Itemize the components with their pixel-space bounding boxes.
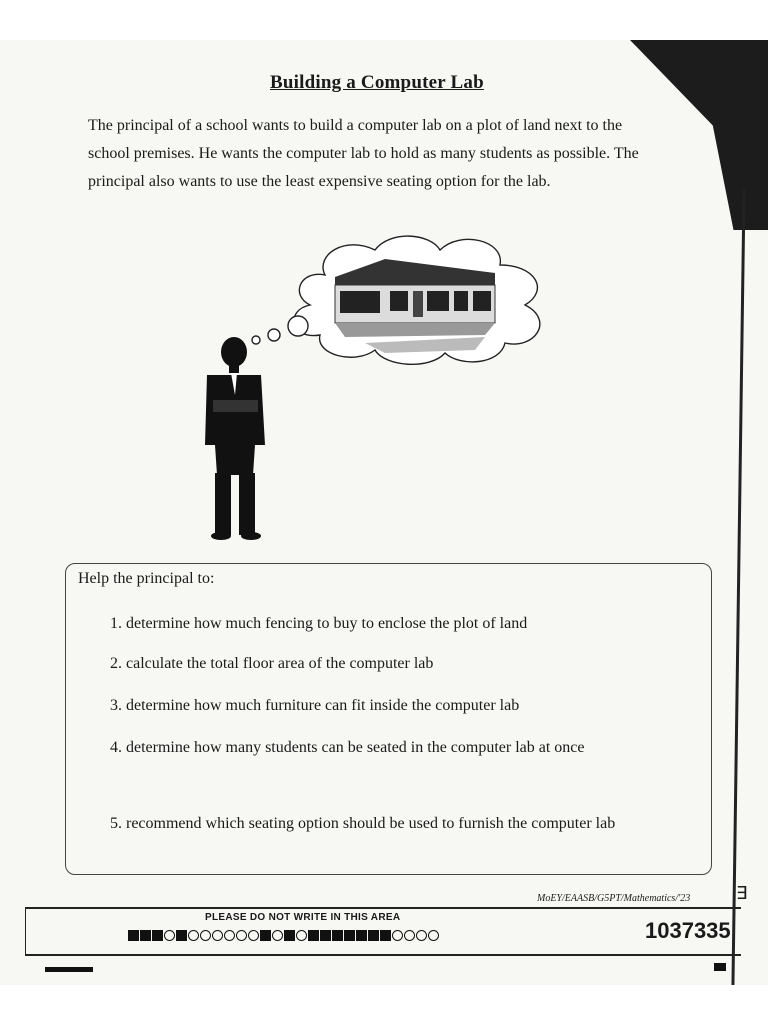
task-number: 1. <box>110 615 122 632</box>
empty-bubble <box>248 930 259 941</box>
thought-bubbles <box>252 316 308 344</box>
worksheet-title: Building a Computer Lab <box>270 72 484 93</box>
filled-bubble <box>332 930 343 941</box>
task-text: determine how many students can be seated in the computer lab at once <box>126 739 585 756</box>
intro-line: school premises. He wants the computer lab to hold as many students as possible. The <box>88 145 639 162</box>
alignment-mark: ∃ <box>736 883 748 904</box>
filled-bubble <box>260 930 271 941</box>
task-text: recommend which seating option should be used to furnish the computer lab <box>126 815 616 832</box>
filled-bubble <box>152 930 163 941</box>
registration-mark-left <box>45 967 93 972</box>
intro-paragraph <box>88 112 688 196</box>
do-not-write-notice: PLEASE DO NOT WRITE IN THIS AREA <box>205 912 401 923</box>
filled-bubble <box>344 930 355 941</box>
principal-figure-icon <box>205 337 265 540</box>
task-number: 4. <box>110 739 122 756</box>
filled-bubble <box>308 930 319 941</box>
intro-line: principal also wants to use the least expensive seating option for the lab. <box>88 173 551 190</box>
empty-bubble <box>188 930 199 941</box>
footer-reference: MoEY/EAASB/G5PT/Mathematics/'23 <box>537 893 691 904</box>
empty-bubble <box>404 930 415 941</box>
document-id: 1037335 <box>645 918 731 943</box>
empty-bubble <box>272 930 283 941</box>
principal-illustration <box>195 225 565 545</box>
filled-bubble <box>176 930 187 941</box>
empty-bubble <box>296 930 307 941</box>
empty-bubble <box>236 930 247 941</box>
help-box <box>65 563 712 875</box>
filled-bubble <box>368 930 379 941</box>
photo-background-top <box>0 0 768 40</box>
task-number: 2. <box>110 655 122 672</box>
help-intro: Help the principal to: <box>78 570 215 587</box>
filled-bubble <box>140 930 151 941</box>
empty-bubble <box>164 930 175 941</box>
filled-bubble <box>128 930 139 941</box>
scan-bubbles <box>128 930 439 941</box>
photo-background-bottom <box>0 985 768 1024</box>
task-text: determine how much furniture can fit inside the computer lab <box>126 697 520 714</box>
task-text: calculate the total floor area of the computer lab <box>126 655 434 672</box>
filled-bubble <box>380 930 391 941</box>
task-text: determine how much fencing to buy to enclose the plot of land <box>126 615 528 632</box>
filled-bubble <box>356 930 367 941</box>
filled-bubble <box>284 930 295 941</box>
empty-bubble <box>224 930 235 941</box>
empty-bubble <box>212 930 223 941</box>
empty-bubble <box>428 930 439 941</box>
task-number: 3. <box>110 697 122 714</box>
empty-bubble <box>200 930 211 941</box>
filled-bubble <box>320 930 331 941</box>
empty-bubble <box>392 930 403 941</box>
registration-mark-right <box>714 963 726 971</box>
empty-bubble <box>416 930 427 941</box>
task-number: 5. <box>110 815 122 832</box>
intro-line: The principal of a school wants to build a computer lab on a plot of land next to the <box>88 117 623 134</box>
